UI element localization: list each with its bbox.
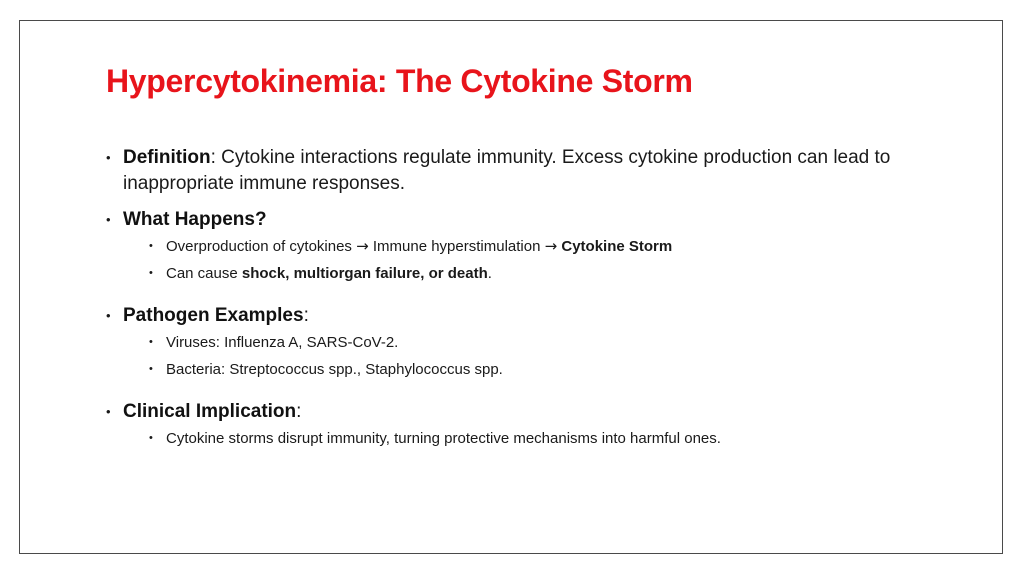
sub1-part2: Immune hyperstimulation <box>372 238 541 255</box>
sub1-cytokine-storm: Cytokine Storm <box>561 238 673 255</box>
bullet-clinical <box>106 399 926 425</box>
definition-text: Cytokine interactions regulate immunity. Excess cytokine production can lead to inappropriate immune responses. <box>123 147 891 194</box>
slide-frame <box>19 20 1003 554</box>
definition-term: Definition <box>123 147 211 168</box>
sub2-prefix: Can cause <box>166 265 242 282</box>
bullet-list <box>106 145 926 452</box>
right-arrow-icon: → <box>544 237 558 255</box>
bullet-dot: • <box>106 150 111 165</box>
pathogen-viruses: Viruses: Influenza A, SARS-CoV-2. <box>166 334 399 351</box>
clinical-heading: Clinical Implication <box>123 401 297 422</box>
pathogen-bacteria: Bacteria: Streptococcus spp., Staphylococcus spp. <box>166 361 503 378</box>
bullet-dot: • <box>106 212 111 227</box>
sub-bullet-consequences <box>106 260 926 287</box>
sub2-suffix: . <box>487 265 492 282</box>
sub-bullet-dot: • <box>149 336 153 348</box>
sub-bullet-dot: • <box>149 240 153 252</box>
sub-bullet-overproduction <box>106 233 926 260</box>
sub-bullet-viruses <box>106 329 926 356</box>
slide-title: Hypercytokinemia: The Cytokine Storm <box>106 63 693 99</box>
right-arrow-icon: → <box>356 237 369 255</box>
sub1-part1: Overproduction of cytokines <box>166 238 352 255</box>
clinical-text: Cytokine storms disrupt immunity, turning protective mechanisms into harmful ones. <box>166 430 721 447</box>
pathogens-heading: Pathogen Examples <box>123 305 304 326</box>
bullet-dot: • <box>106 308 111 323</box>
sub-bullet-dot: • <box>149 363 153 375</box>
clinical-sep: : <box>296 401 302 422</box>
sub2-bold: shock, multiorgan failure, or death <box>241 265 488 282</box>
sub-bullet-bacteria <box>106 356 926 383</box>
definition-sep: : <box>210 147 222 168</box>
bullet-pathogens <box>106 303 926 329</box>
what-happens-heading: What Happens? <box>123 209 267 230</box>
sub-bullet-dot: • <box>149 432 153 444</box>
pathogens-sep: : <box>303 305 309 326</box>
bullet-what-happens <box>106 207 926 233</box>
sub-bullet-dot: • <box>149 267 153 279</box>
sub-bullet-clinical <box>106 425 926 452</box>
bullet-dot: • <box>106 404 111 419</box>
bullet-definition <box>106 145 926 197</box>
